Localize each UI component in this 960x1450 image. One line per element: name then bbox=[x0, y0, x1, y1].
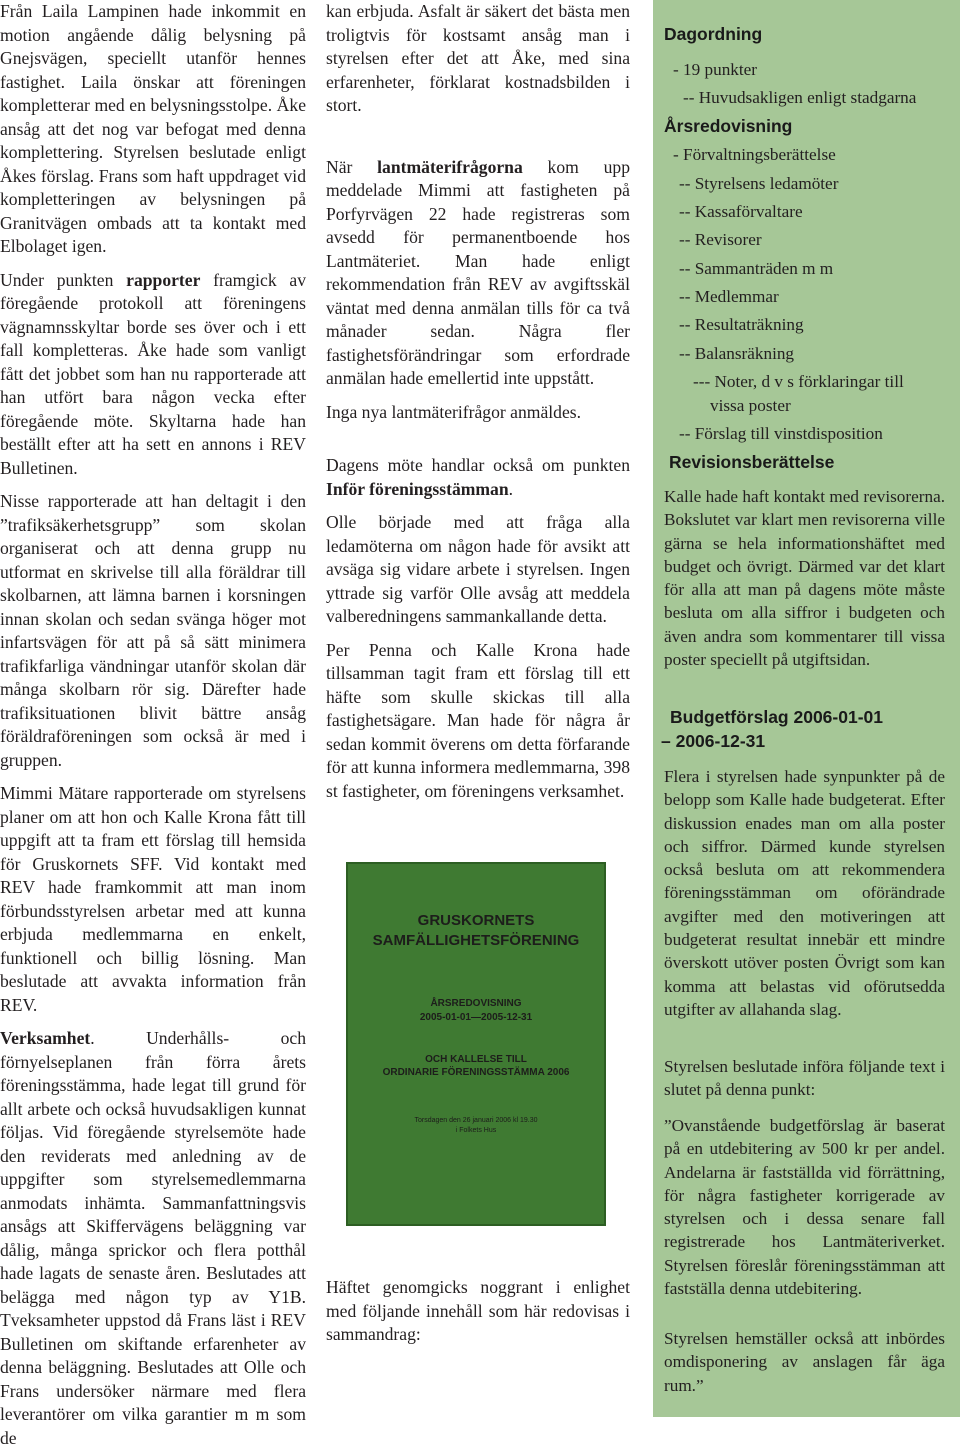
cover-subtitle-line2: 2005-01-01—2005-12-31 bbox=[419, 1012, 533, 1023]
text-run: . Underhålls- och förnyelseplanen från förra årets föreningsstämma, hade legat till grund för allt arbete och också huvudsakligen kunnat följas. Vid föregående styrelsemöte hade den reviderats med anledning av de uppgifter som styrelsemedlemmarna anmodats inhämta. Sammanfattningsvis ansågs att Skiffervägens beläggning var dålig, många sprickor och flera potthål hade lagats de senaste åren. Beslutades att belägga med någon typ av Y1B. Tveksamheter uppstod då Frans läst i REV Bulletinen om skiftande erfarenheter av denna beläggning. Beslutades att Olle och Frans undersöker närmare med flera leverantörer om vilka garantier m m som de bbox=[0, 1028, 306, 1448]
bold-term-infor-stamman: Inför föreningsstämman bbox=[326, 478, 509, 499]
heading-dagordning: Dagordning bbox=[664, 24, 763, 44]
cover-subtitle-line4: ORDINARIE FÖRENINGSSTÄMMA 2006 bbox=[382, 1067, 570, 1078]
paragraph-quote-budget: ”Ovanstående budgetförslag är baserat på en utdebitering av 500 kr per andel. Andelarna är fastställda vid förrättning, för några fastigheter korrigerade av styrelsen och i dessa senare fall registrerade hos Lantmäteriverket. Styrelsen föreslår föreningsstämman att fastställa denna utdebitering. bbox=[664, 1116, 945, 1299]
sidebar-line: --- Noter, d v s förklaringar till bbox=[693, 372, 904, 391]
heading-budgetforslag-line2: – 2006-12-31 bbox=[661, 731, 766, 751]
cover-date-line2: i Folkets Hus bbox=[455, 1127, 497, 1134]
sidebar-line: -- Styrelsens ledamöter bbox=[679, 174, 839, 193]
paragraph-asfalt: kan erbjuda. Asfalt är säkert det bästa men troligtvis för kostsamt ansåg man i styrelsen efter det att Åke, med sina erfarenheter, förklarat kostnadsbilden i stort. bbox=[326, 1, 630, 115]
sidebar-line: -- Kassaförvaltare bbox=[679, 202, 803, 221]
paragraph-trafiksakerhet: Nisse rapporterade att han deltagit i den ”trafiksäkerhetsgrupp” som skolan organiserat och att denna grupp nu utformat en skrivelse till alla föräldrar till skolbarnen, att lämna barnen i korsningen innan skolan och sedan svänga höger mot infartsvägen för att på så sätt minimera trafikfarliga vändningar utanför skolan där många skolbarn rör sig. Därefter hade trafiksituationen blivit bättre ansåg föräldraföreningen som också är med i gruppen. bbox=[0, 491, 306, 770]
cover-subtitle-line3: OCH KALLELSE TILL bbox=[425, 1054, 527, 1065]
text-run: När bbox=[326, 156, 378, 177]
heading-budgetforslag-line1: Budgetförslag 2006-01-01 bbox=[670, 707, 883, 727]
heading-revisionsberattelse: Revisionsberättelse bbox=[669, 452, 835, 472]
text-run: Dagens möte handlar också om punkten bbox=[326, 455, 630, 475]
text-run: . bbox=[508, 478, 514, 499]
paragraph-per-penna: Per Penna och Kalle Krona hade tillsamman tagit fram ett förslag till ett häfte som skulle skickas till alla fastighetsägare. Man hade för några år sedan kommit överens om detta förfarande för att kunna informera medlemmarna, 398 st fastigheter, om föreningens verksamhet. bbox=[326, 639, 630, 801]
text-run: Under punkten bbox=[0, 269, 127, 290]
booklet-cover-image bbox=[346, 862, 606, 1226]
text-run: framgick av föregående protokoll att föreningens vägnamnsskyltar borde ses över och i ett fall kompletteras. Åke hade som vanligt fått det jobbet som han nu rapporterade att han utfört bara någon vecka efter föregående möte. Skyltarna hade han beställt efter att ha sett en annons i REV Bulletinen. bbox=[0, 269, 306, 478]
paragraph-olle: Olle började med att fråga alla ledamöterna om någon hade för avsikt att avsäga sig vidare arbete i styrelsen. Ingen yttrade sig varför Olle avsåg att meddela valberedningens sammankallande detta. bbox=[326, 512, 630, 626]
paragraph-quote-omdisponering: Styrelsen hemställer också att inbördes omdisponering av anslagen får äga rum.” bbox=[664, 1329, 945, 1395]
paragraph-lantmateri bbox=[326, 156, 630, 391]
paragraph-rapporter bbox=[0, 269, 306, 481]
bold-term-lantmaterifragorna: lantmäterifrågorna bbox=[377, 156, 523, 177]
sidebar-box bbox=[653, 0, 960, 1417]
paragraph-hemsida: Mimmi Mätare rapporterade om styrelsens planer om att hon och Kalle Krona fått till uppgift att ta fram ett förslag till hemsida för Gruskornets SFF. Vid kontakt med REV hade framkommit att man inom förbundsstyrelsen arbetar med att kunna erbjuda medlemmarna en enkelt, funktionell och billig lösning. Man beslutade att avvakta information från REV. bbox=[0, 783, 306, 1015]
bold-term-verksamhet: Verksamhet bbox=[0, 1028, 91, 1048]
sidebar-line: - Förvaltningsberättelse bbox=[673, 145, 836, 164]
sidebar-line: -- Huvudsakligen enligt stadgarna bbox=[683, 88, 917, 107]
sidebar-line: -- Resultaträkning bbox=[679, 315, 804, 334]
paragraph-inga-nya: Inga nya lantmäterifrågor anmäldes. bbox=[326, 401, 581, 422]
sidebar-line: - 19 punkter bbox=[673, 60, 758, 79]
paragraph-motion: Från Laila Lampinen hade inkommit en motion angående dålig belysning på Gnejsvägen, speciellt utanför hennes fastighet. Laila önskar att föreningen kompletterar med en belysningsstolpe. Åke ansåg att det nog var befogat med denna komplettering. Styrelsen beslutade enligt Åkes förslag. Frans som haft uppdraget vid kompletteringen av belysningen på Granitvägen ombads att ta kontakt med Elbolaget igen. bbox=[0, 1, 306, 256]
heading-arsredovisning: Årsredovisning bbox=[664, 116, 793, 136]
paragraph-revisorer: Kalle hade haft kontakt med revisorerna. Bokslutet var klart men revisorerna ville gärna se hela informationshäftet med budget och övrigt. Därmed var det klart för alla att man på dagens möte måste besluta om alla siffror i budgeten och även andra som kommentarer till vissa poster speciellt på utgiftsidan. bbox=[664, 487, 945, 670]
paragraph-verksamhet bbox=[0, 1027, 306, 1450]
sidebar-line: -- Sammanträden m m bbox=[679, 259, 834, 278]
column-middle bbox=[326, 0, 630, 803]
cover-title-line1: GRUSKORNETS bbox=[417, 912, 535, 929]
sidebar-line: -- Balansräkning bbox=[679, 344, 795, 363]
sidebar-line: vissa poster bbox=[710, 396, 791, 415]
cover-date-line1: Torsdagen den 26 januari 2006 kl 19.30 bbox=[414, 1117, 538, 1124]
paragraph-haftet: Häftet genomgicks noggrant i enlighet med följande innehåll som här redovisas i sammandrag: bbox=[326, 1277, 630, 1344]
bold-term-rapporter: rapporter bbox=[126, 269, 201, 290]
sidebar-line: -- Förslag till vinstdisposition bbox=[679, 424, 883, 443]
text-run: kom upp meddelade Mimmi att fastigheten på Porfyrvägen 22 hade registreras som avsedd för permanentboende hos Lantmäteriet. Man hade enligt rekommendation från REV av avgiftsskäl väntat med denna anmälan tills för ca två månader sedan. Några fler fastighetsförändringar som erfordrade anmälan hade emellertid inte uppstått. bbox=[326, 156, 630, 388]
cover-title-line2: SAMFÄLLIGHETSFÖRENING bbox=[372, 932, 580, 949]
cover-subtitle-line1: ÅRSREDOVISNING bbox=[430, 998, 522, 1009]
column-left bbox=[0, 0, 306, 1450]
paragraph-dagens-mote bbox=[326, 454, 630, 501]
sidebar-line: -- Medlemmar bbox=[679, 287, 779, 306]
paragraph-budget: Flera i styrelsen hade synpunkter på de belopp som Kalle hade budgeterat. Efter diskussion enades man om alla poster och siffror. Därmed kunde styrelsen också besluta om att rekommendera föreningsstämman om oförändrade avgifter med den motiveringen att budgeterat resultat innebär ett mindre överskott utöver posten Övrigt som kan komma att belastas vid oförutsedda utgifter av allahanda slag. bbox=[664, 767, 945, 1019]
sidebar-line: -- Revisorer bbox=[679, 230, 762, 249]
paragraph-styrelsen-beslutade: Styrelsen beslutade införa följande text i slutet på denna punkt: bbox=[664, 1057, 945, 1100]
